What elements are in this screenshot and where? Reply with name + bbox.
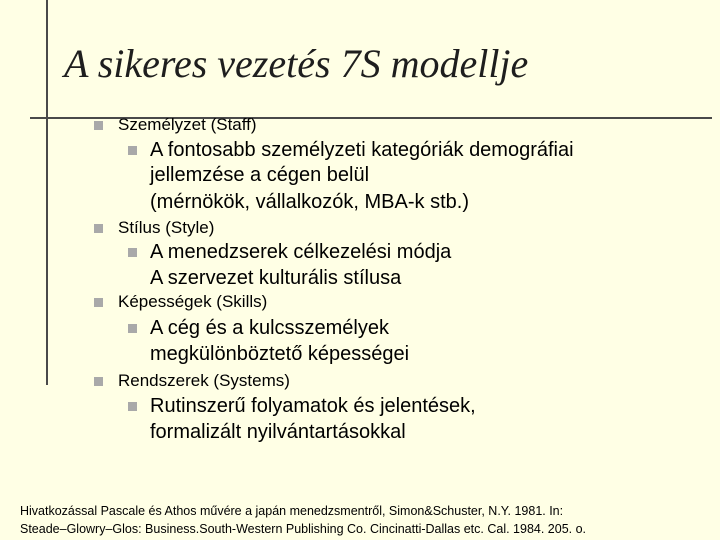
square-bullet-icon: [94, 298, 103, 307]
list-item-style: Stílus (Style): [118, 218, 215, 237]
list-item-staff: Személyzet (Staff): [118, 115, 257, 134]
sub-item-text: Rutinszerű folyamatok és jelentések,: [150, 395, 476, 417]
sub-item-text: formalizált nyilvántartásokkal: [150, 421, 406, 443]
sub-item-text: A szervezet kulturális stílusa: [150, 267, 402, 289]
square-bullet-icon: [94, 224, 103, 233]
left-vertical-rule: [46, 0, 48, 385]
square-bullet-icon: [128, 402, 137, 411]
sub-item-text: A menedzserek célkezelési módja: [150, 241, 452, 263]
sub-item-text: jellemzése a cégen belül: [150, 164, 370, 186]
list-item-systems: Rendszerek (Systems): [118, 371, 290, 390]
footnote-line: Hivatkozással Pascale és Athos művére a japán menedzsmentről, Simon&Schuster, N.Y. 1981. In:: [20, 504, 564, 518]
reference-footnote: [20, 502, 710, 538]
square-bullet-icon: [94, 377, 103, 386]
square-bullet-icon: [94, 121, 103, 130]
sub-item-text: A cég és a kulcsszemélyek: [150, 317, 389, 339]
sub-item-text: A fontosabb személyzeti kategóriák demográfiai: [150, 139, 574, 161]
sub-item-text: (mérnökök, vállalkozók, MBA-k stb.): [150, 191, 469, 213]
square-bullet-icon: [128, 248, 137, 257]
square-bullet-icon: [128, 324, 137, 333]
slide-title: A sikeres vezetés 7S modellje: [64, 41, 529, 86]
footnote-line: Steade–Glowry–Glos: Business.South-Western Publishing Co. Cincinatti-Dallas etc. Cal. 1984. 205. o.: [20, 522, 587, 536]
list-item-skills: Képességek (Skills): [118, 292, 268, 311]
sub-item-text: megkülönböztető képességei: [150, 343, 410, 365]
square-bullet-icon: [128, 146, 137, 155]
